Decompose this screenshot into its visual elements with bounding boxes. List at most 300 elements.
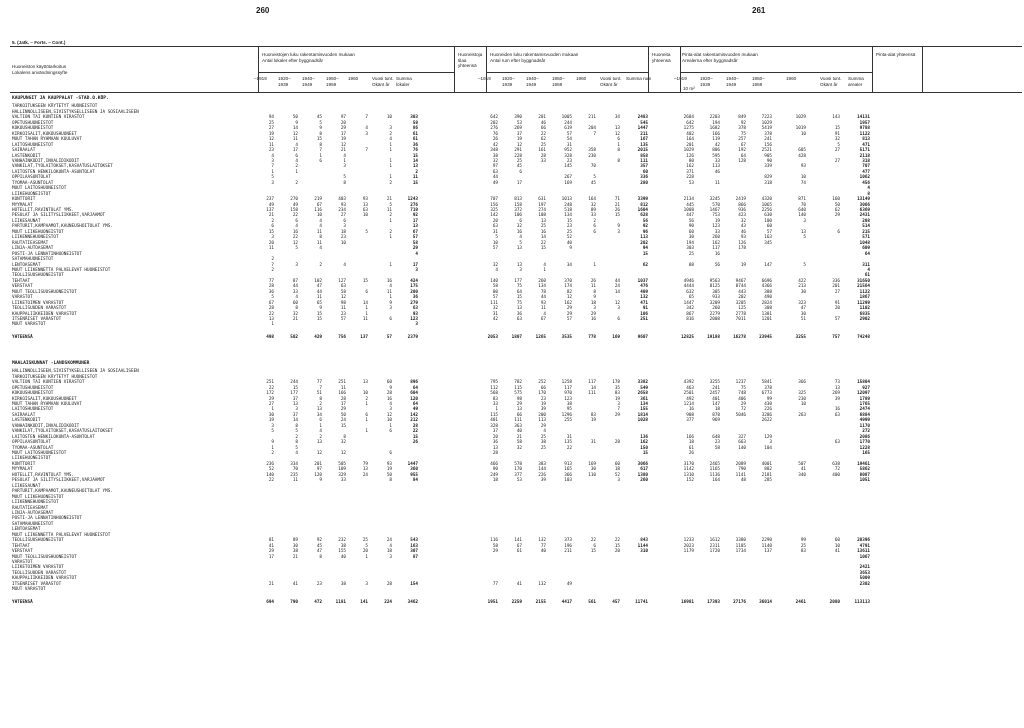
year-header: 1960 bbox=[786, 76, 797, 81]
cell-value: 812 bbox=[640, 202, 648, 208]
cell-value: 115 bbox=[514, 385, 522, 391]
table-row bbox=[0, 328, 1024, 333]
cell-value: 13 bbox=[834, 385, 840, 391]
table-row bbox=[0, 186, 1024, 191]
cell-value: 2421 bbox=[859, 565, 870, 571]
cell-value: 1807 bbox=[511, 335, 522, 341]
table-row bbox=[0, 576, 1024, 581]
cell-value: 30 bbox=[590, 467, 596, 473]
cell-value: 19 bbox=[740, 262, 746, 268]
cell-value: 132 bbox=[538, 538, 546, 544]
cell-value: 4 bbox=[415, 251, 418, 257]
cell-value: 60 bbox=[642, 169, 648, 175]
cell-value: 1051 bbox=[859, 478, 870, 484]
table-row bbox=[0, 407, 1024, 412]
cell-value: 373 bbox=[564, 538, 572, 544]
cell-value: 1296 bbox=[561, 412, 572, 418]
cell-value: 257 bbox=[738, 137, 746, 143]
cell-value: 325 bbox=[490, 208, 498, 213]
cell-value: 1 bbox=[271, 407, 274, 413]
cell-value: 4001 bbox=[761, 461, 772, 467]
cell-value: 11741 bbox=[635, 600, 648, 606]
cell-value: 457 bbox=[612, 600, 620, 606]
cell-value: 44 bbox=[492, 175, 498, 181]
cell-value: 17 bbox=[516, 180, 522, 186]
cell-value: 84 bbox=[412, 478, 418, 484]
cell-value: 11 bbox=[316, 295, 322, 301]
cell-value: 4 bbox=[343, 262, 346, 268]
cell-value: 19188 bbox=[707, 335, 720, 341]
cell-value: 514 bbox=[862, 224, 870, 230]
cell-value: 163 bbox=[410, 543, 418, 549]
table-row bbox=[0, 115, 1024, 120]
cell-value: 60 bbox=[386, 380, 392, 386]
cell-value: 305 bbox=[712, 289, 720, 295]
cell-value: 12 bbox=[292, 240, 298, 246]
cell-value: 244 bbox=[290, 380, 298, 386]
table-reference: 5. (Jatk. – Forts. – Cont.) bbox=[12, 40, 66, 45]
cell-value: 120 bbox=[314, 472, 322, 478]
cell-value: 269 bbox=[514, 126, 522, 132]
cell-value: 1310 bbox=[683, 472, 694, 478]
cell-value: 2181 bbox=[761, 472, 772, 478]
cell-value: 141 bbox=[360, 600, 368, 606]
cell-value: 44 bbox=[540, 295, 546, 301]
cell-value: 56 bbox=[688, 218, 694, 224]
cell-value: 325 bbox=[798, 391, 806, 397]
year-header: Vuosi tunt. Okänt år bbox=[820, 76, 842, 87]
cell-value: 15 bbox=[316, 311, 322, 317]
cell-value: 215 bbox=[862, 229, 870, 235]
cell-value: 390 bbox=[514, 115, 522, 121]
cell-value: 166 bbox=[338, 391, 346, 397]
cell-value: 1789 bbox=[859, 396, 870, 402]
cell-value: 401 bbox=[712, 396, 720, 402]
table-row bbox=[0, 224, 1024, 229]
cell-value: 20 bbox=[340, 120, 346, 126]
cell-value: 260 bbox=[712, 235, 720, 241]
cell-value: 150 bbox=[640, 445, 648, 451]
cell-value: 19 bbox=[516, 137, 522, 143]
cell-value: 78 bbox=[540, 289, 546, 295]
cell-value: 6773 bbox=[761, 391, 772, 397]
cell-value: 160 bbox=[832, 197, 840, 203]
cell-value: 93 bbox=[386, 461, 392, 467]
year-header: Vuosi tunt. Okänt år bbox=[372, 76, 394, 87]
cell-value: 50 bbox=[834, 202, 840, 208]
cell-value: 192 bbox=[738, 148, 746, 154]
table-row bbox=[0, 268, 1024, 273]
cell-value: 202 bbox=[738, 295, 746, 301]
cell-value: 201 bbox=[314, 461, 322, 467]
table-row bbox=[0, 429, 1024, 434]
cell-value: 13 bbox=[614, 126, 620, 132]
cell-value: 1165 bbox=[709, 467, 720, 473]
row-label: TEHTAAT bbox=[12, 278, 31, 284]
cell-value: 113 bbox=[640, 235, 648, 241]
row-label: OPETUSHUONEISTOT bbox=[12, 385, 54, 391]
table-row bbox=[0, 533, 1024, 538]
cell-value: 9788 bbox=[859, 126, 870, 132]
cell-value: 471 bbox=[862, 142, 870, 148]
cell-value: 430 bbox=[764, 401, 772, 407]
cell-value: 4 bbox=[867, 186, 870, 192]
cell-value: 251 bbox=[266, 380, 274, 386]
cell-value: 22 bbox=[292, 213, 298, 219]
cell-value: 66 bbox=[540, 126, 546, 132]
cell-value: 18 bbox=[688, 440, 694, 446]
cell-value: 719 bbox=[410, 208, 418, 213]
cell-value: 60 bbox=[688, 229, 694, 235]
cell-value: 28 bbox=[340, 396, 346, 402]
cell-value: 10 bbox=[362, 391, 368, 397]
cell-value: 106 bbox=[514, 213, 522, 219]
cell-value: 5046 bbox=[735, 412, 746, 418]
cell-value: 49 bbox=[292, 202, 298, 208]
row-label: VALTION TAI KUNTIEN VIRASTOT bbox=[12, 115, 85, 121]
row-label: LAITOSTEN HENKILOKUNTA-ASUNTOLAT bbox=[12, 169, 95, 175]
cell-value: 19461 bbox=[857, 461, 870, 467]
cell-value: 10 bbox=[492, 240, 498, 246]
cell-value: 4 bbox=[389, 284, 392, 290]
cell-value: 52 bbox=[614, 472, 620, 478]
cell-value: 3255 bbox=[709, 380, 720, 386]
cell-value: 18 bbox=[492, 478, 498, 484]
cell-value: 58 bbox=[516, 440, 522, 446]
cell-value: 119 bbox=[712, 137, 720, 143]
cell-value: 14 bbox=[292, 418, 298, 424]
cell-value: 908 bbox=[686, 412, 694, 418]
cell-value: 26 bbox=[590, 278, 596, 284]
cell-value: 62 bbox=[642, 262, 648, 268]
row-label: SATAMAHUONEISTOT bbox=[12, 521, 54, 527]
cell-value: 4320 bbox=[761, 197, 772, 203]
cell-value: 6835 bbox=[859, 311, 870, 317]
cell-value: 19 bbox=[614, 396, 620, 402]
cell-value: 1028 bbox=[637, 418, 648, 424]
cell-value: 757 bbox=[832, 335, 840, 341]
table-row bbox=[0, 213, 1024, 218]
cell-value: 126 bbox=[686, 153, 694, 159]
table-row bbox=[0, 369, 1024, 374]
cell-value: 1612 bbox=[709, 538, 720, 544]
cell-value: 429 bbox=[314, 335, 322, 341]
cell-value: 260 bbox=[640, 478, 648, 484]
cell-value: 10 bbox=[800, 131, 806, 137]
cell-value: 790 bbox=[290, 600, 298, 606]
cell-value: 98 bbox=[516, 396, 522, 402]
cell-value: 3 bbox=[769, 440, 772, 446]
cell-value: 1037 bbox=[637, 278, 648, 284]
table-row bbox=[0, 587, 1024, 592]
cell-value: 155 bbox=[338, 549, 346, 555]
cell-value: 57 bbox=[834, 317, 840, 322]
cell-value: 236 bbox=[266, 461, 274, 467]
table-row bbox=[0, 263, 1024, 268]
row-label: TEOLLISUUDEN VARASTOT bbox=[12, 570, 67, 576]
table-row bbox=[0, 484, 1024, 489]
cell-value: 197 bbox=[538, 202, 546, 208]
cell-value: 58 bbox=[492, 543, 498, 549]
cell-value: 32 bbox=[492, 158, 498, 164]
table-row bbox=[0, 175, 1024, 180]
cell-value: 378 bbox=[764, 131, 772, 137]
cell-value: 36 bbox=[268, 289, 274, 295]
row-label: VARASTOT bbox=[12, 295, 33, 301]
table-row bbox=[0, 473, 1024, 478]
table-row bbox=[0, 516, 1024, 521]
table-row bbox=[0, 159, 1024, 164]
cell-value: 638 bbox=[832, 461, 840, 467]
cell-value: 291 bbox=[514, 148, 522, 154]
cell-value: 2 bbox=[271, 267, 274, 273]
cell-value: 2023 bbox=[683, 543, 694, 549]
cell-value: 28 bbox=[412, 423, 418, 429]
cell-value: 1682 bbox=[709, 126, 720, 132]
cell-value: 1237 bbox=[735, 380, 746, 386]
cell-value: 17 bbox=[412, 218, 418, 224]
cell-value: 1 bbox=[389, 142, 392, 148]
cell-value: 67 bbox=[540, 317, 546, 322]
table-row bbox=[0, 549, 1024, 554]
cell-value: 64 bbox=[412, 401, 418, 407]
cell-value: 70 bbox=[590, 164, 596, 170]
table-row bbox=[0, 170, 1024, 175]
cell-value: 260 bbox=[538, 278, 546, 284]
cell-value: 14 bbox=[412, 158, 418, 164]
cell-value: 3245 bbox=[709, 197, 720, 203]
cell-value: 40 bbox=[540, 549, 546, 555]
cell-value: 22 bbox=[412, 429, 418, 435]
table-row bbox=[0, 312, 1024, 317]
cell-value: 14 bbox=[362, 300, 368, 306]
cell-value: 93 bbox=[412, 311, 418, 317]
cell-value: 12097 bbox=[857, 391, 870, 397]
stub-heading-fi: Huoneiston käyttötarkoitus bbox=[12, 64, 67, 69]
cell-value: 21 bbox=[386, 197, 392, 203]
cell-value: 642 bbox=[686, 120, 694, 126]
row-label: TYOMAA-ASUNTOLAT bbox=[12, 180, 54, 186]
row-label: MUUT VARASTOT bbox=[12, 587, 46, 593]
cell-value: 31 bbox=[492, 229, 498, 235]
cell-value: 3286 bbox=[761, 412, 772, 418]
cell-value: 308 bbox=[764, 306, 772, 312]
table-row bbox=[0, 154, 1024, 159]
cell-value: 6 bbox=[343, 218, 346, 224]
cell-value: 336 bbox=[640, 175, 648, 181]
cell-value: 64 bbox=[740, 153, 746, 159]
cell-value: 502 bbox=[290, 335, 298, 341]
cell-value: 219 bbox=[314, 197, 322, 203]
cell-value: 202 bbox=[640, 240, 648, 246]
cell-value: 492 bbox=[686, 396, 694, 402]
cell-value: 23 bbox=[540, 396, 546, 402]
cell-value: 162 bbox=[640, 440, 648, 446]
cell-value: 169 bbox=[588, 461, 596, 467]
cell-value: 8 bbox=[319, 396, 322, 402]
cell-value: 162 bbox=[712, 240, 720, 246]
cell-value: 25 bbox=[540, 142, 546, 148]
cell-value: 2 bbox=[271, 257, 274, 263]
cell-value: 62 bbox=[834, 208, 840, 213]
cell-value: 409 bbox=[640, 289, 648, 295]
cell-value: 849 bbox=[738, 115, 746, 121]
cell-value: 9 bbox=[569, 246, 572, 252]
row-label: SATAMAHUONEISTOT bbox=[12, 257, 54, 263]
cell-value: 1 bbox=[389, 423, 392, 429]
cell-value: 202 bbox=[490, 120, 498, 126]
cell-value: 17393 bbox=[707, 600, 720, 606]
cell-value: 267 bbox=[564, 175, 572, 181]
row-label: LASTENKODIT bbox=[12, 153, 41, 159]
cell-value: 6 bbox=[519, 218, 522, 224]
cell-value: 2008 bbox=[709, 317, 720, 322]
cell-value: 813 bbox=[514, 197, 522, 203]
cell-value: 8 bbox=[343, 180, 346, 186]
cell-value: 44 bbox=[614, 278, 620, 284]
cell-value: 90 bbox=[688, 224, 694, 230]
cell-value: 28 bbox=[268, 284, 274, 290]
cell-value: 67 bbox=[740, 142, 746, 148]
cell-value: 66 bbox=[540, 385, 546, 391]
cell-value: 4 bbox=[271, 153, 274, 159]
cell-value: 18 bbox=[714, 407, 720, 413]
table-row bbox=[0, 290, 1024, 295]
cell-value: 126 bbox=[738, 240, 746, 246]
cell-value: 4444 bbox=[683, 284, 694, 290]
cell-value: 936 bbox=[738, 208, 746, 213]
cell-value: 3209 bbox=[709, 300, 720, 306]
cell-value: 19 bbox=[386, 467, 392, 473]
cell-value: 4999 bbox=[859, 418, 870, 424]
cell-value: 63 bbox=[362, 208, 368, 213]
cell-value: 3 bbox=[343, 224, 346, 230]
cell-value: 89 bbox=[292, 538, 298, 544]
cell-value: 8 bbox=[593, 289, 596, 295]
row-label: MUUT TAHAN RYHMAAN KUULUVAT bbox=[12, 137, 82, 143]
cell-value: 20396 bbox=[857, 538, 870, 544]
row-label: YHTEENSÄ bbox=[12, 335, 33, 341]
cell-value: 4 bbox=[495, 267, 498, 273]
cell-value: 8125 bbox=[709, 284, 720, 290]
cell-value: 4 bbox=[543, 262, 546, 268]
cell-value: 249 bbox=[490, 472, 498, 478]
cell-value: 57 bbox=[566, 131, 572, 137]
cell-value: 60 bbox=[766, 224, 772, 230]
cell-value: 5 bbox=[837, 142, 840, 148]
row-label: LAITOSHUONEISTOT bbox=[12, 407, 54, 413]
cell-value: 32 bbox=[492, 306, 498, 312]
cell-value: 39 bbox=[540, 478, 546, 484]
cell-value: 371 bbox=[686, 169, 694, 175]
cell-value: 2684 bbox=[683, 115, 694, 121]
cell-value: 19 bbox=[268, 131, 274, 137]
row-label: LINJA-AUTOASEMAT bbox=[12, 246, 54, 252]
year-header: 1940–1949 bbox=[726, 76, 739, 87]
cell-value: 59 bbox=[412, 120, 418, 126]
cell-value: 1 bbox=[343, 158, 346, 164]
cell-value: 1 bbox=[389, 262, 392, 268]
row-label: HOTELLIT,RAVINTOLAT YMS. bbox=[12, 208, 75, 213]
cell-value: 2290 bbox=[761, 538, 772, 544]
cell-value: 955 bbox=[410, 472, 418, 478]
section-title: MAALAISKUNNAT -LANDSKOMMUNER bbox=[12, 360, 90, 366]
cell-value: 5419 bbox=[761, 126, 772, 132]
cell-value: 42 bbox=[714, 142, 720, 148]
cell-value: 12 bbox=[292, 131, 298, 137]
cell-value: 2086 bbox=[859, 434, 870, 440]
cell-value: 1048 bbox=[859, 240, 870, 246]
cell-value: 29 bbox=[540, 423, 546, 429]
table-row bbox=[0, 295, 1024, 300]
cell-value: 12 bbox=[614, 131, 620, 137]
cell-value: 15 bbox=[642, 451, 648, 456]
cell-value: 6 bbox=[837, 229, 840, 235]
cell-value: 145 bbox=[564, 164, 572, 170]
cell-value: 14 bbox=[614, 289, 620, 295]
cell-value: 134 bbox=[640, 401, 648, 407]
table-row bbox=[0, 446, 1024, 451]
cell-value: 29 bbox=[492, 549, 498, 555]
cell-value: 110 bbox=[588, 472, 596, 478]
cell-value: 57 bbox=[386, 335, 392, 341]
table-row bbox=[0, 467, 1024, 472]
cell-value: 172 bbox=[266, 391, 274, 397]
cell-value: 447 bbox=[686, 213, 694, 219]
cell-value: 3 bbox=[617, 229, 620, 235]
cell-value: 17 bbox=[340, 131, 346, 137]
table-row bbox=[0, 317, 1024, 322]
row-label: PARTURIT,KAMPAAMOT,KAUNEUSHOITOLAT YMS. bbox=[12, 224, 113, 230]
cell-value: 3 bbox=[803, 218, 806, 224]
cell-value: 422 bbox=[798, 278, 806, 284]
cell-value: 94 bbox=[642, 246, 648, 252]
cell-value: 1275 bbox=[683, 126, 694, 132]
cell-value: 3 bbox=[389, 306, 392, 312]
cell-value: 15 bbox=[340, 423, 346, 429]
cell-value: 17 bbox=[340, 401, 346, 407]
row-label: LIIKENNEHUONEISTOT bbox=[12, 500, 59, 506]
cell-value: 363 bbox=[514, 423, 522, 429]
cell-value: 58 bbox=[340, 289, 346, 295]
cell-value: 318 bbox=[764, 180, 772, 186]
cell-value: 57 bbox=[492, 295, 498, 301]
cell-value: 18 bbox=[340, 229, 346, 235]
cell-value: 241 bbox=[712, 385, 720, 391]
cell-value: 47 bbox=[316, 284, 322, 290]
cell-value: 82 bbox=[566, 289, 572, 295]
row-label: KAUPPALIIKKEIDEN VARASTOT bbox=[12, 311, 77, 317]
cell-value: 77 bbox=[540, 543, 546, 549]
table-row bbox=[0, 593, 1024, 598]
cell-value: 111 bbox=[640, 158, 648, 164]
cell-value: 6 bbox=[271, 224, 274, 230]
cell-value: 10 bbox=[362, 213, 368, 219]
year-header: –1919 bbox=[254, 76, 267, 81]
row-label: LENTOASEMAT bbox=[12, 262, 41, 268]
cell-value: 93 bbox=[362, 197, 368, 203]
cell-value: 1 bbox=[389, 158, 392, 164]
cell-value: 1 bbox=[495, 407, 498, 413]
cell-value: 31650 bbox=[857, 278, 870, 284]
cell-value: 568 bbox=[490, 391, 498, 397]
cell-value: 104 bbox=[764, 445, 772, 451]
cell-value: 1 bbox=[365, 418, 368, 424]
cell-value: 164 bbox=[686, 137, 694, 143]
cell-value: 162 bbox=[686, 164, 694, 170]
cell-value: 2 bbox=[319, 262, 322, 268]
cell-value: 36014 bbox=[759, 600, 772, 606]
